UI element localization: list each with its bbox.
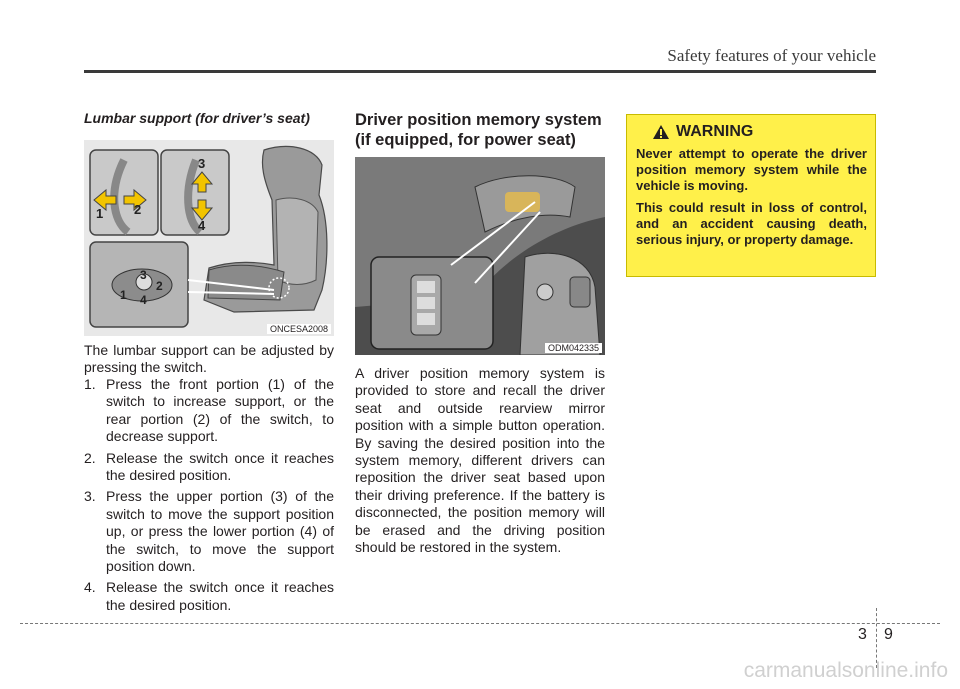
- fig-label-3: 3: [198, 156, 206, 171]
- figure-code: ONCESA2008: [267, 324, 331, 334]
- lumbar-steps: [84, 376, 334, 618]
- door-panel-figure: [355, 157, 605, 355]
- chapter-number: 3: [858, 626, 867, 643]
- warning-box: [626, 114, 876, 277]
- fig-label-2b: 2: [156, 279, 163, 293]
- memory-system-heading: Driver position memory system (if equipped, for power seat): [355, 111, 602, 149]
- fig-label-1b: 1: [120, 288, 127, 302]
- fig-label-4: 4: [198, 218, 206, 233]
- figure-code: ODM042335: [545, 343, 602, 353]
- fig-label-2: 2: [134, 202, 142, 217]
- warning-text-2: This could result in loss of control, and an accident causing death, serious injury, or property damage.: [636, 199, 867, 248]
- door-panel-illustration: [355, 157, 605, 355]
- lumbar-intro: The lumbar support can be adjusted by pressing the switch.: [84, 342, 334, 376]
- list-item: 1. Press the front portion (1) of the switch to increase support, or the rear portion (2) of the switch, to decrease support.: [84, 376, 334, 445]
- fig-label-3b: 3: [140, 268, 147, 282]
- fig-label-1: 1: [96, 206, 104, 221]
- page-number: 9: [884, 626, 893, 643]
- lumbar-figure: [84, 140, 334, 336]
- list-item: 2. Release the switch once it reaches the desired position.: [84, 449, 334, 484]
- list-item: 4. Release the switch once it reaches the desired position.: [84, 579, 334, 613]
- warning-title: WARNING: [652, 123, 867, 141]
- list-item: 3. Press the upper portion (3) of the switch to move the support position up, or press the lower portion (4) of the switch, to move the support position down.: [84, 488, 334, 575]
- warning-text-1: Never attempt to operate the driver position memory system while the vehicle is moving.: [636, 146, 867, 194]
- warning-triangle-icon: [652, 124, 670, 140]
- memory-system-body: A driver position memory system is provided to store and recall the driver seat and outside rearview mirror position with a simple button operation. By saving the desired position into the system memory, different drivers can reposition the driver seat based upon their driving preference. If the battery is disconnected, the position memory will be erased and the driving position should be restored in the system.: [355, 365, 605, 556]
- lumbar-subheading: Lumbar support (for driver’s seat): [84, 110, 310, 126]
- watermark: carmanualsonline.info: [743, 659, 948, 682]
- footer-rule: [20, 623, 940, 624]
- seat-illustration: [84, 140, 334, 336]
- fig-label-4b: 4: [140, 293, 147, 307]
- running-header: Safety features of your vehicle: [667, 46, 876, 65]
- header-rule: [84, 70, 876, 73]
